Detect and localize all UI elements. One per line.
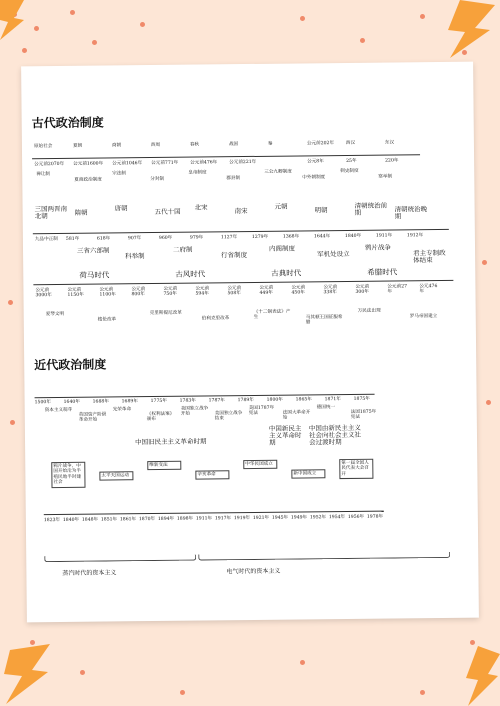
greece-event: 克里斯提尼改革 <box>149 310 182 317</box>
decor-dot <box>420 14 425 19</box>
decor-dot <box>300 16 305 21</box>
institution-label: 军机处设立 <box>317 249 350 259</box>
institution-label: 鸦片战争 <box>364 243 392 252</box>
era-date: 公元前476年 <box>190 160 218 166</box>
greece-date: 公元前594年 <box>195 286 210 297</box>
institution-label: 三省六部制 <box>76 246 110 255</box>
lightning-decor-icon <box>458 640 500 706</box>
modern-year: 1689年 <box>121 399 138 405</box>
era-date: 220年 <box>385 158 399 164</box>
dynasty-year: 1127年 <box>220 235 238 241</box>
greece-event: 梭伦改革 <box>97 317 117 323</box>
era-date: 公元前221年 <box>229 159 257 166</box>
era-date: 公元8年 <box>307 159 324 165</box>
greece-date: 公元前300年 <box>355 284 370 296</box>
greece-date: 公元前800年 <box>131 287 146 298</box>
modern-year: 1871年 <box>324 397 341 403</box>
modern-event: 英国资产阶级革命开始 <box>78 412 107 424</box>
decor-dot <box>10 420 15 425</box>
chinese-year: 1956年 <box>347 514 365 520</box>
institution-label: 行省制度 <box>221 251 248 260</box>
greece-date: 公元前1150年 <box>67 287 84 299</box>
decor-dot <box>360 38 365 43</box>
modern-event: 法国1875年宪法 <box>350 409 377 421</box>
event-box: 鸦片战争，中国开始沦为半殖民地半封建社会 <box>51 462 85 488</box>
decor-dot <box>8 300 13 305</box>
institution-label: 察举制 <box>378 174 393 180</box>
dynasty-year: 581年 <box>65 236 80 242</box>
lightning-decor-icon <box>0 640 60 706</box>
era-date: 公元前1046年 <box>112 161 143 167</box>
dynasty-year: 1912年 <box>406 233 424 239</box>
era-brace <box>44 555 196 563</box>
event-box: 辛亥革命 <box>195 470 229 480</box>
greek-period-label: 古风时代 <box>175 269 206 279</box>
greece-date: 公元前449年 <box>259 285 274 297</box>
event-box: 太平天国运动 <box>99 471 133 481</box>
institution-label: 夏商政治制度 <box>74 177 102 183</box>
lightning-decor-icon <box>440 0 500 60</box>
greece-date: 公元前1100年 <box>99 287 116 298</box>
greece-event: 伯利克里改革 <box>201 316 230 322</box>
chinese-year: 1840年 <box>62 517 80 523</box>
era-label: 东汉 <box>384 140 395 146</box>
decor-dot <box>300 660 305 665</box>
decor-dot <box>70 10 75 15</box>
modern-year: 1500年 <box>34 400 51 406</box>
decor-dot <box>34 26 39 31</box>
era-date: 公元前771年 <box>151 160 179 167</box>
institution-label: 刺史制度 <box>340 168 359 175</box>
institution-label: 内阁制度 <box>268 244 296 253</box>
greece-event: 罗马帝国建立 <box>409 314 438 320</box>
dynasty-year: 1911年 <box>375 233 393 239</box>
era-brace <box>198 552 450 561</box>
era-label: 商朝 <box>111 143 122 149</box>
modern-year: 1787年 <box>208 398 225 404</box>
greece-event: 马其顿王国征服希腊 <box>305 315 343 326</box>
era-label: 夏朝 <box>72 143 83 149</box>
institution-label: 郡县制 <box>226 176 241 182</box>
era-label: 秦 <box>267 141 273 147</box>
institution-label: 分封制 <box>150 176 165 183</box>
decor-dot <box>140 22 145 27</box>
greece-date: 公元前450年 <box>291 285 306 296</box>
modern-year: 1865年 <box>295 397 312 403</box>
decor-dot <box>180 690 185 695</box>
chinese-year: 1823年 <box>43 517 61 524</box>
decor-dot <box>80 670 85 675</box>
greece-date: 公元前508年 <box>227 286 242 297</box>
greece-date: 公元前27年 <box>387 284 408 295</box>
era-label: 西周 <box>150 142 161 149</box>
era-label: 公元前202年 <box>306 141 335 147</box>
event-box: 第一届全国人民代表大会召开 <box>339 459 373 480</box>
western-modern-row <box>21 62 473 67</box>
chinese-year: 1978年 <box>366 514 384 520</box>
ancient-eras-row <box>21 62 473 67</box>
event-box: 中华民国成立 <box>243 460 277 470</box>
event-box: 新中国成立 <box>291 469 325 479</box>
era-date: 公元前2070年 <box>34 161 65 168</box>
chinese-year: 1898年 <box>176 516 194 522</box>
modern-year: 1688年 <box>92 399 109 405</box>
greek-period-label: 荷马时代 <box>79 270 110 280</box>
modern-year: 1800年 <box>266 397 283 403</box>
lightning-decor-icon <box>0 0 26 40</box>
chinese-year: 1917年 <box>214 516 232 522</box>
timeline-line <box>35 394 375 399</box>
greece-rome-row <box>21 62 473 67</box>
modern-year: 1789年 <box>237 397 254 404</box>
modern-year: 1775年 <box>150 398 167 405</box>
chinese-year: 1952年 <box>309 515 327 521</box>
chinese-year: 1848年 <box>81 517 99 523</box>
section-title-ancient: 古代政治制度 <box>31 115 104 131</box>
dynasty-label: 清朝统治晚期 <box>394 205 428 221</box>
greece-date: 公元前750年 <box>163 286 178 298</box>
timeline-line <box>32 154 420 159</box>
modern-event: 美国独立战争结束 <box>214 411 243 422</box>
document-page <box>21 62 479 623</box>
modern-year: 1640年 <box>63 399 80 405</box>
chinese-year: 1861年 <box>119 517 137 523</box>
chinese-year: 1949年 <box>290 515 308 521</box>
chinese-year: 1921年 <box>252 515 270 521</box>
era-date: 25年 <box>346 158 357 164</box>
section-title-modern: 近代政治制度 <box>34 357 107 373</box>
greek-period-label: 古典时代 <box>271 268 302 278</box>
greek-period-label: 希腊时代 <box>367 267 398 277</box>
modern-year: 1875年 <box>353 396 370 402</box>
era-label: 西汉 <box>345 140 356 146</box>
dynasty-label: 北宋 <box>194 203 208 212</box>
modern-event: 《权利法案》颁布 <box>146 411 175 423</box>
steam-age-label: 蒸汽时代的资本主义 <box>62 569 117 577</box>
dynasty-label: 清朝统治前期 <box>354 201 388 217</box>
chinese-old-democratic-label: 中国旧民主主义革命时期 <box>135 437 207 447</box>
dynasty-year: 1644年 <box>313 234 331 240</box>
dynasty-year: 618年 <box>96 236 111 242</box>
chinese-new-democratic-label: 中国新民主主义革命时期 <box>268 424 302 447</box>
era-label: 原始社会 <box>33 144 53 150</box>
chinese-years-row <box>21 62 473 67</box>
dynasty-label: 五代十国 <box>154 207 181 216</box>
modern-event: 光荣革命 <box>112 407 132 413</box>
modern-event: 德国统一 <box>316 405 336 411</box>
dynasty-label: 南宋 <box>234 207 248 216</box>
era-date: 公元前1600年 <box>73 161 104 167</box>
era-label: 春秋 <box>189 142 200 148</box>
modern-event: 美国1787年宪法 <box>248 405 275 417</box>
institution-label: 禅让制 <box>36 172 51 178</box>
decor-dot <box>22 48 27 53</box>
dynasty-label: 三国两晋南北朝 <box>34 204 68 221</box>
electric-age-label: 电气时代的资本主义 <box>226 567 281 576</box>
dynasty-year: 九品中正制 <box>34 237 58 243</box>
greece-event: 万民法出现 <box>357 308 381 314</box>
chinese-year: 1919年 <box>233 516 251 522</box>
modern-year: 1783年 <box>179 398 196 404</box>
dynasty-year: 1368年 <box>282 234 300 240</box>
institution-label: 君主专制政体结束 <box>413 248 446 265</box>
dynasty-year: 979年 <box>189 235 204 241</box>
era-label: 战国 <box>228 142 239 148</box>
modern-event: 美国独立战争开始 <box>180 406 209 418</box>
institution-label: 三公九卿制度 <box>264 169 292 175</box>
institution-label: 二府制 <box>172 245 193 254</box>
ancient-medieval-row <box>21 62 473 67</box>
greece-date: 公元前338年 <box>323 285 338 296</box>
dynasty-label: 隋朝 <box>74 208 88 217</box>
chinese-year: 1945年 <box>271 515 289 521</box>
chinese-year: 1954年 <box>328 515 346 521</box>
decor-dot <box>420 690 425 695</box>
decor-dot <box>92 40 97 45</box>
dynasty-label: 唐朝 <box>114 204 128 213</box>
modern-event: 法国大革命开始 <box>282 410 311 422</box>
decor-dot <box>486 400 491 405</box>
dynasty-label: 元朝 <box>274 202 288 211</box>
decor-dot <box>482 260 487 265</box>
institution-label: 皇帝制度 <box>188 170 207 176</box>
greece-event: 《十二铜表法》产生 <box>253 309 291 321</box>
chinese-year: 1894年 <box>157 516 175 522</box>
institution-label: 宗法制 <box>112 171 127 177</box>
chinese-events-row <box>21 62 473 67</box>
chinese-year: 1851年 <box>100 517 118 523</box>
modern-event: 资本主义萌芽 <box>44 407 73 414</box>
greece-date: 公元前3000年 <box>35 288 52 299</box>
institution-label: 中外朝制度 <box>302 175 326 181</box>
dynasty-year: 1279年 <box>251 234 269 240</box>
dynasty-year: 1840年 <box>344 233 362 240</box>
dynasty-year: 907年 <box>127 236 142 242</box>
institution-label: 科举制 <box>125 252 145 261</box>
chinese-year: 1911年 <box>195 516 213 522</box>
greece-event: 爱琴文明 <box>45 311 65 318</box>
event-box: 维新变法 <box>147 461 181 471</box>
dynasty-year: 960年 <box>158 235 173 241</box>
greece-date: 公元476年 <box>419 284 438 295</box>
chinese-year: 1870年 <box>138 517 156 523</box>
dynasty-label: 明朝 <box>314 206 328 215</box>
chinese-transition-label: 中国由新民主主义社会向社会主义社会过渡时期 <box>308 423 362 447</box>
